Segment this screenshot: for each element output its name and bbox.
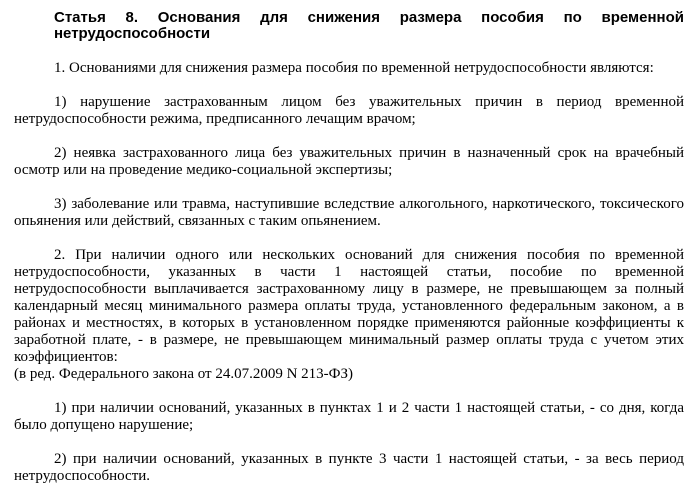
spacer bbox=[14, 383, 684, 400]
spacer bbox=[14, 128, 684, 145]
paragraph-2: 2. При наличии одного или нескольких оснований для снижения пособия по временной нетрудоспособности, указанных в части 1 настоящей статьи, пособие по временной нетрудоспособности выплачивается застрахованному лицу в размере, не превышающем за полный календарный месяц минимального размера оплаты труда, установленного федеральным законом, а в районах и местностях, в которых в установленном порядке применяются районные коэффициенты к заработной плате, - в размере, не превышающем минимальный размер оплаты труда с учетом этих коэффициентов: bbox=[14, 247, 684, 365]
spacer bbox=[14, 179, 684, 196]
spacer bbox=[14, 42, 684, 60]
amendment-note: (в ред. Федерального закона от 24.07.2009 N 213-ФЗ) bbox=[14, 366, 354, 382]
item-2: 2) неявка застрахованного лица без уважительных причин в назначенный срок на врачебный осмотр или на проведение медико-социальной экспертизы; bbox=[14, 145, 684, 178]
sub-item-2: 2) при наличии оснований, указанных в пункте 3 части 1 настоящей статьи, - за весь период нетрудоспособности. bbox=[14, 451, 684, 484]
article-title: Статья 8. Основания для снижения размера пособия по временной нетрудоспособности bbox=[54, 9, 684, 42]
document-body bbox=[14, 10, 684, 485]
paragraph-1: 1. Основаниями для снижения размера пособия по временной нетрудоспособности являются: bbox=[54, 60, 654, 76]
spacer bbox=[14, 230, 684, 247]
sub-item-1: 1) при наличии оснований, указанных в пунктах 1 и 2 части 1 настоящей статьи, - со дня, когда было допущено нарушение; bbox=[14, 400, 684, 433]
spacer bbox=[14, 77, 684, 94]
item-1: 1) нарушение застрахованным лицом без уважительных причин в период временной нетрудоспособности режима, предписанного лечащим врачом; bbox=[14, 94, 684, 127]
spacer bbox=[14, 434, 684, 451]
item-3: 3) заболевание или травма, наступившие вследствие алкогольного, наркотического, токсического опьянения или действий, связанных с таким опьянением. bbox=[14, 196, 684, 229]
